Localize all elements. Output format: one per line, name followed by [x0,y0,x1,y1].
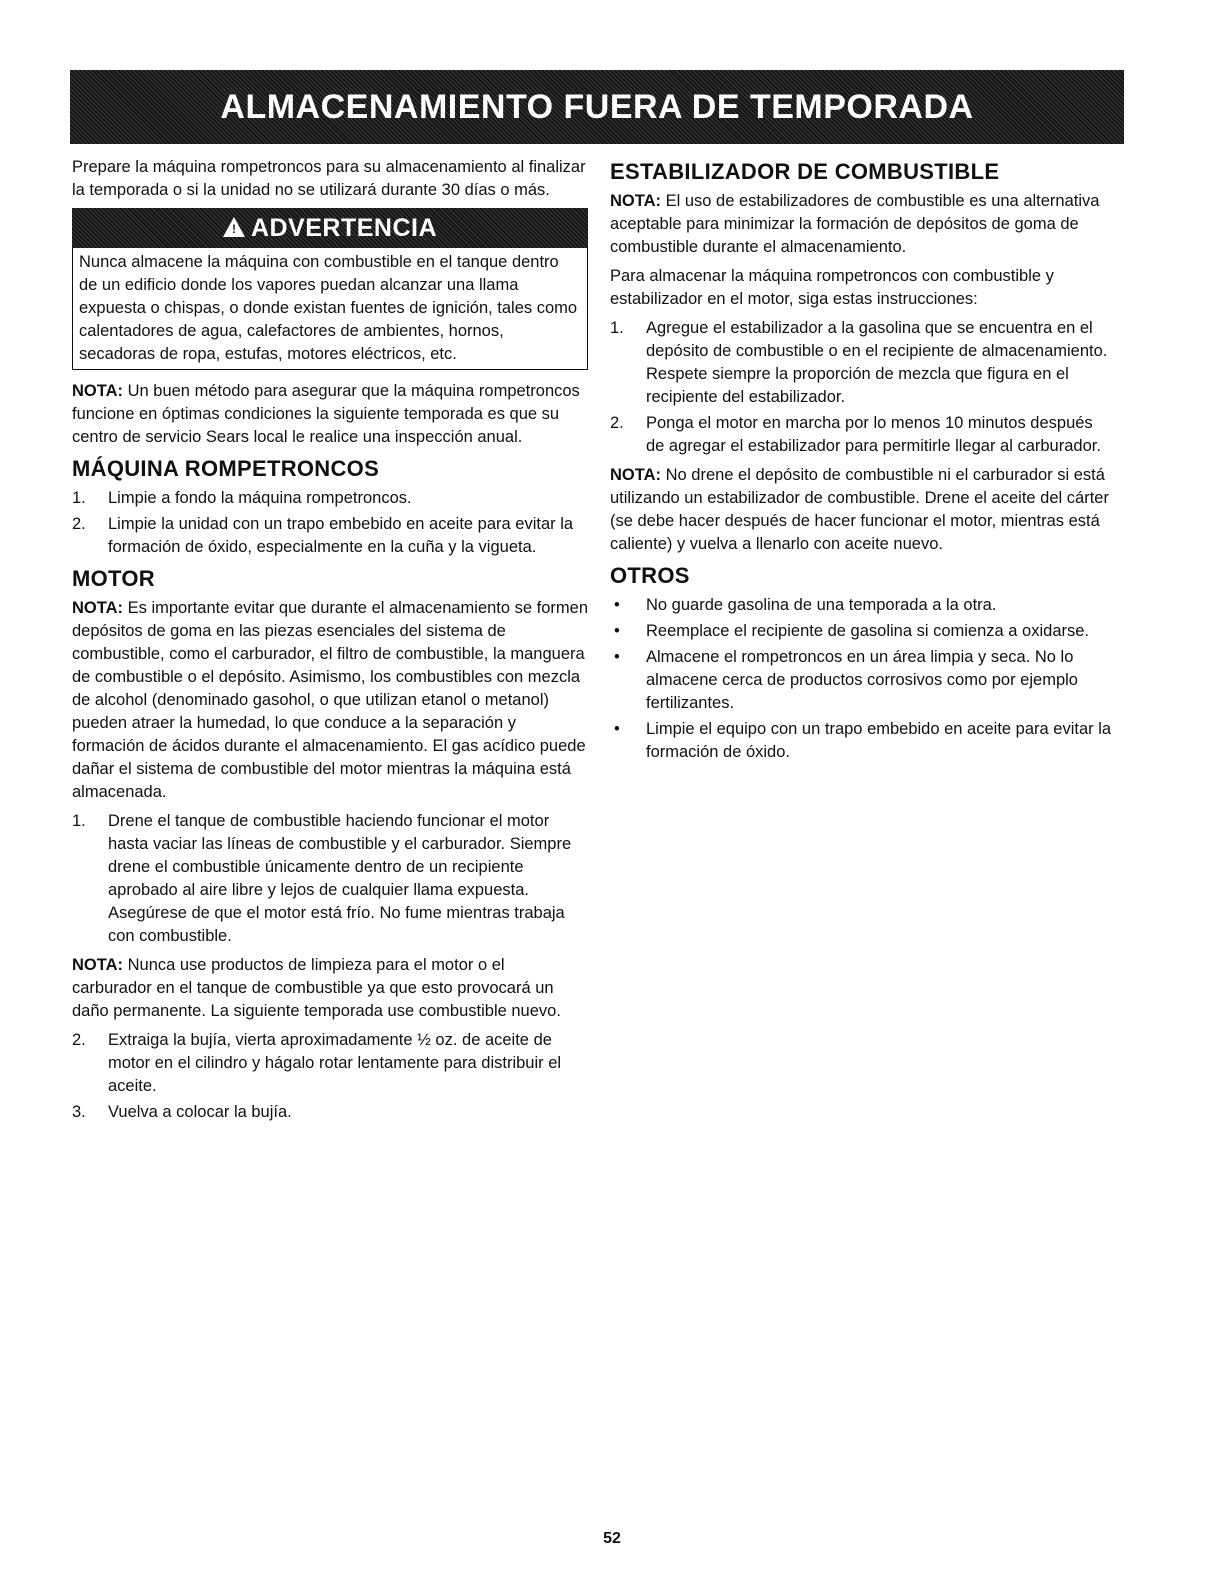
bullet-icon: • [614,648,620,666]
left-column [72,156,588,1130]
estabilizador-list [610,317,1115,458]
nota-cleaning [72,954,588,1023]
item-text: Limpie la unidad con un trapo embebido en aceite para evitar la formación de óxido, especialmente en la cuña y la vigueta. [108,515,574,556]
item-number: 2. [72,515,86,533]
list-item [610,412,1115,458]
bullet-icon: • [614,622,620,640]
nota-inspection [72,380,588,449]
nota-label: NOTA: [72,382,124,400]
list-item [72,1029,588,1098]
nota-label: NOTA: [72,599,124,617]
list-item [72,810,588,948]
item-number: 1. [72,489,86,507]
warning-body: Nunca almacene la máquina con combustible en el tanque dentro de un edificio donde los vapores puedan alcanzar una llama expuesta o chispas, o donde existan fuentes de ignición, tales como calentadores de agua, calefactores de ambientes, hornos, secadoras de ropa, estufas, motores eléctricos, etc. [79,253,578,363]
item-text: Extraiga la bujía, vierta aproximadamente ½ oz. de aceite de motor en el cilindro y hágalo rotar lentamente para distribuir el aceite. [108,1031,562,1095]
item-text: Almacene el rompetroncos en un área limpia y seca. No lo almacene cerca de productos corrosivos como por ejemplo fertilizantes. [646,648,1078,712]
bullet-icon: • [614,720,620,738]
list-item [72,487,588,510]
item-text: Drene el tanque de combustible haciendo funcionar el motor hasta vaciar las líneas de combustible y el carburador. Siempre drene el combustible únicamente dentro de un recipiente aprobado al aire libre y lejos de cualquier llama expuesta. Asegúrese de que el motor está frío. No fume mientras trabaja con combustible. [108,812,572,945]
item-text: Ponga el motor en marcha por lo menos 10 minutos después de agregar el estabilizador para permitirle llegar al carburador. [646,414,1101,455]
heading-motor: MOTOR [72,566,155,591]
nota-text: Nunca use productos de limpieza para el motor o el carburador en el tanque de combustible ya que esto provocará un daño permanente. La siguiente temporada use combustible nuevo. [72,956,561,1020]
item-number: 2. [610,414,624,432]
heading-estabilizador: ESTABILIZADOR DE COMBUSTIBLE [610,159,1000,184]
nota-text: El uso de estabilizadores de combustible es una alternativa aceptable para minimizar la formación de depósitos de goma de combustible durante el almacenamiento. [610,192,1100,256]
warning-title: ADVERTENCIA [250,213,438,242]
list-item [72,1101,588,1124]
heading-otros: OTROS [610,563,690,588]
list-item [610,317,1115,409]
otros-list [610,594,1115,764]
intro-paragraph: Prepare la máquina rompetroncos para su almacenamiento al finalizar la temporada o si la unidad no se utilizará durante 30 días o más. [72,158,586,199]
item-number: 3. [72,1103,86,1121]
list-item [610,646,1115,715]
item-number: 2. [72,1031,86,1049]
nota-motor [72,597,588,804]
nota-drain [610,464,1115,556]
list-item [610,594,1115,617]
item-text: Limpie a fondo la máquina rompetroncos. [108,489,412,507]
motor-list-2 [72,1029,588,1124]
bullet-icon: • [614,596,620,614]
estabilizador-instructions: Para almacenar la máquina rompetroncos con combustible y estabilizador en el motor, siga estas instrucciones: [610,267,1054,308]
warning-box [72,208,588,370]
item-text: Vuelva a colocar la bujía. [108,1103,292,1121]
warning-triangle-icon: ! [223,217,245,237]
list-item [610,718,1115,764]
list-item [72,513,588,559]
warning-header [72,208,588,248]
item-number: 1. [72,812,86,830]
nota-text: Un buen método para asegurar que la máquina rompetroncos funcione en óptimas condiciones la siguiente temporada es que su centro de servicio Sears local le realice una inspección anual. [72,382,580,446]
nota-label: NOTA: [610,192,662,210]
nota-label: NOTA: [610,466,662,484]
page-title: ALMACENAMIENTO FUERA DE TEMPORADA [220,87,974,126]
item-text: Agregue el estabilizador a la gasolina que se encuentra en el depósito de combustible o en el recipiente de almacenamiento. Respete siempre la proporción de mezcla que figura en el recipiente del estabilizador. [646,319,1108,406]
item-text: No guarde gasolina de una temporada a la otra. [646,596,997,614]
heading-maquina: MÁQUINA ROMPETRONCOS [72,456,380,481]
right-column [610,154,1115,770]
nota-text: Es importante evitar que durante el almacenamiento se formen depósitos de goma en las piezas esenciales del sistema de combustible, como el carburador, el filtro de combustible, la manguera de combustible o el depósito. Asimismo, los combustibles con mezcla de alcohol (denominado gasohol, o que utilizan etanol o metanol) pueden atraer la humedad, lo que conduce a la separación y formación de ácidos durante el almacenamiento. El gas acídico puede dañar el sistema de combustible del motor mientras la máquina está almacenada. [72,599,589,801]
page-number: 52 [603,1530,621,1547]
nota-text: No drene el depósito de combustible ni el carburador si está utilizando un estabilizador de combustible. Drene el aceite del cárter (se debe hacer después de hacer funcionar el motor, mientras está caliente) y vuelva a llenarlo con aceite nuevo. [610,466,1109,553]
section-banner [70,70,1124,144]
maquina-list [72,487,588,559]
item-text: Reemplace el recipiente de gasolina si comienza a oxidarse. [646,622,1089,640]
item-number: 1. [610,319,624,337]
list-item [610,620,1115,643]
motor-list-1 [72,810,588,948]
item-text: Limpie el equipo con un trapo embebido en aceite para evitar la formación de óxido. [646,720,1112,761]
nota-label: NOTA: [72,956,124,974]
nota-estabilizador [610,190,1115,259]
